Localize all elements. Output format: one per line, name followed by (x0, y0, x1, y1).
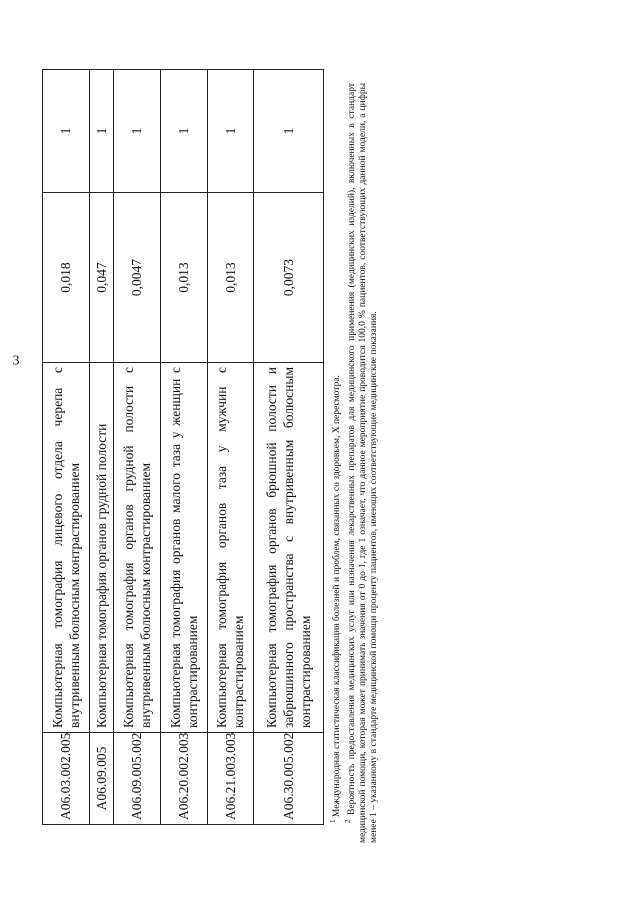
service-name: Компьютерная томография органов малого таза у женщин с контрастированием (160, 363, 207, 733)
service-frequency: 0,0073 (254, 193, 324, 363)
service-code: A06.30.005.002 (254, 733, 324, 825)
service-name: Компьютерная томография органов таза у мужчин с контрастированием (207, 363, 254, 733)
page-number: 3 (12, 353, 20, 369)
table-row (43, 70, 90, 825)
service-name: Компьютерная томография органов грудной полости с внутривенным болюсным контрастированием (113, 363, 160, 733)
service-code: A06.20.002.003 (160, 733, 207, 825)
service-multiplicity: 1 (43, 70, 90, 193)
service-code: A06.21.003.003 (207, 733, 254, 825)
service-frequency: 0,013 (160, 193, 207, 363)
service-name: Компьютерная томография органов грудной полости (89, 363, 113, 733)
footnotes (328, 83, 380, 843)
service-multiplicity: 1 (89, 70, 113, 193)
service-multiplicity: 1 (113, 70, 160, 193)
table-row (207, 70, 254, 825)
table-row (89, 70, 113, 825)
footnote-mark: 2 (344, 819, 353, 823)
table-row (160, 70, 207, 825)
service-multiplicity: 1 (160, 70, 207, 193)
service-code: A06.09.005 (89, 733, 113, 825)
footnote-text: Вероятность предоставления медицинских услуг или назначения лекарственных препаратов для медицинского применения (медицинских изделий), включенных в стандарт медицинской помощи, которая может принимать значения от 0 до 1, где 1 означает, что данное мероприятие проводится 100,0 % пациентов, соответствующих данной модели, а цифры менее 1 – указанному в стандарте медицинской помощи проценту пациентов, имеющих соответствующие медицинские показания. (347, 83, 380, 843)
service-code: A06.03.002.005 (43, 733, 90, 825)
footnote-text: Международная статистическая классификация болезней и проблем, связанных со здоровьем, X пересмотра. (332, 375, 343, 818)
footnote (328, 83, 343, 843)
service-multiplicity: 1 (207, 70, 254, 193)
service-code: A06.09.005.002 (113, 733, 160, 825)
service-frequency: 0,018 (43, 193, 90, 363)
footnote-mark: 1 (329, 819, 337, 823)
service-frequency: 0,013 (207, 193, 254, 363)
service-name: Компьютерная томография органов брюшной полости и забрюшинного пространства с внутривенным болюсным контрастированием (254, 363, 324, 733)
table-row (113, 70, 160, 825)
table-row (254, 70, 324, 825)
service-name: Компьютерная томография лицевого отдела черепа с внутривенным болюсным контрастированием (43, 363, 90, 733)
service-frequency: 0,0047 (113, 193, 160, 363)
footnote (343, 83, 380, 843)
service-frequency: 0,047 (89, 193, 113, 363)
services-table (42, 69, 324, 825)
service-multiplicity: 1 (254, 70, 324, 193)
